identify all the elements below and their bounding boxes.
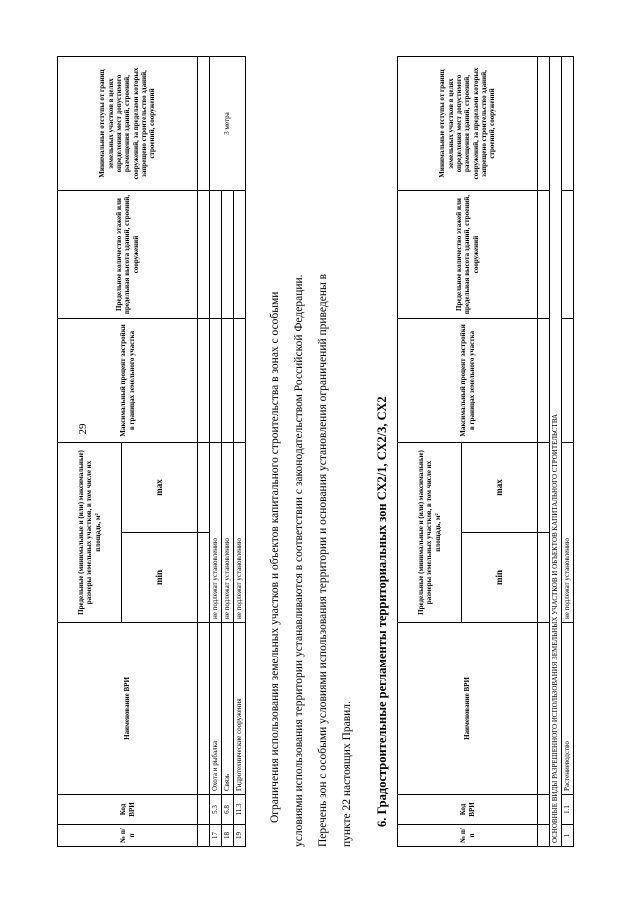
section-heading: 6. Градостроительные регламенты территориальных зон СХ2/1, СХ2/3, СХ2 bbox=[375, 396, 389, 827]
setback-value: 3 метра bbox=[210, 57, 246, 191]
row-code: 11.3 bbox=[234, 795, 246, 825]
row-sizes: не подлежат установлению bbox=[210, 443, 222, 623]
table-row bbox=[562, 57, 574, 847]
header-code: Код ВРИ bbox=[398, 795, 538, 825]
header-num: № п/п bbox=[398, 825, 538, 847]
header-num: № п/п bbox=[58, 825, 198, 847]
regulations-table-1 bbox=[57, 56, 246, 847]
row-sizes: не подлежат установлению bbox=[562, 443, 574, 623]
header-coverage: Максимальный процент застройки в границах земельного участка bbox=[58, 319, 198, 443]
paragraph-line: пункте 22 настоящих Правил. bbox=[341, 701, 353, 847]
row-name: Растениеводство bbox=[562, 623, 574, 795]
row-name: Охота и рыбалка bbox=[210, 623, 222, 795]
paragraph-line: Перечень зон с особыми условиями использования территории и основания установления ограничений приведены в bbox=[317, 273, 329, 847]
paragraph-line: Ограничения использования земельных участков и объектов капитального строительства в зонах с особыми bbox=[269, 291, 281, 823]
row-code: 6.8 bbox=[222, 795, 234, 825]
header-code: Код ВРИ bbox=[58, 795, 198, 825]
header-min: min bbox=[122, 533, 198, 623]
row-sizes: не подлежат установлению bbox=[234, 443, 246, 623]
page-number: 29 bbox=[77, 423, 89, 435]
row-num: 17 bbox=[210, 825, 222, 847]
header-max: max bbox=[462, 443, 538, 533]
header-floors: Предельное количество этажей или предельная высота зданий, строений, сооружений bbox=[58, 191, 198, 319]
header-coverage: Максимальный процент застройки в границах земельного участка bbox=[398, 319, 538, 443]
header-floors: Предельное количество этажей или предельная высота зданий, строений, сооружений bbox=[398, 191, 538, 319]
row-sizes: не подлежат установлению bbox=[222, 443, 234, 623]
row-code: 5.3 bbox=[210, 795, 222, 825]
header-sizes: Предельные (минимальные и (или) максимальные) размеры земельных участков, в том числе их площадь, м² bbox=[398, 443, 462, 623]
header-setbacks: Минимальные отступы от границ земельных участков в целях определения мест допустимого размещения зданий, строений, сооружений, за пределами которых запрещено строительство зданий, строений, сооружений bbox=[398, 57, 538, 191]
row-num: 18 bbox=[222, 825, 234, 847]
header-setbacks: Минимальные отступы от границ земельных участков в целях определения мест допустимого размещения зданий, строений, сооружений, за пределами которых запрещено строительство зданий, строений, сооружений bbox=[58, 57, 198, 191]
restrictions-paragraph bbox=[263, 57, 359, 847]
header-min: min bbox=[462, 533, 538, 623]
regulations-table-2 bbox=[397, 56, 574, 847]
header-name: Наименование ВРИ bbox=[58, 623, 198, 795]
row-num: 19 bbox=[234, 825, 246, 847]
header-max: max bbox=[122, 443, 198, 533]
row-name: Связь bbox=[222, 623, 234, 795]
row-num: 1 bbox=[562, 825, 574, 847]
table-row bbox=[210, 57, 222, 847]
paragraph-line: условиями использования территории устанавливаются в соответствии с законодательством Российской Федерации. bbox=[293, 274, 305, 847]
header-sizes: Предельные (минимальные и (или) максимальные) размеры земельных участков, в том числе их площадь, м² bbox=[58, 443, 122, 623]
section-title: ОСНОВНЫЕ ВИДЫ РАЗРЕШЕННОГО ИСПОЛЬЗОВАНИЯ ЗЕМЕЛЬНЫХ УЧАСТКОВ И ОБЪЕКТОВ КАПИТАЛЬНОГО СТРОИТЕЛЬСТВА bbox=[550, 57, 562, 847]
header-name: Наименование ВРИ bbox=[398, 623, 538, 795]
row-code: 1.1 bbox=[562, 795, 574, 825]
rotated-page-content bbox=[57, 57, 577, 847]
row-name: Гидротехнические сооружения bbox=[234, 623, 246, 795]
